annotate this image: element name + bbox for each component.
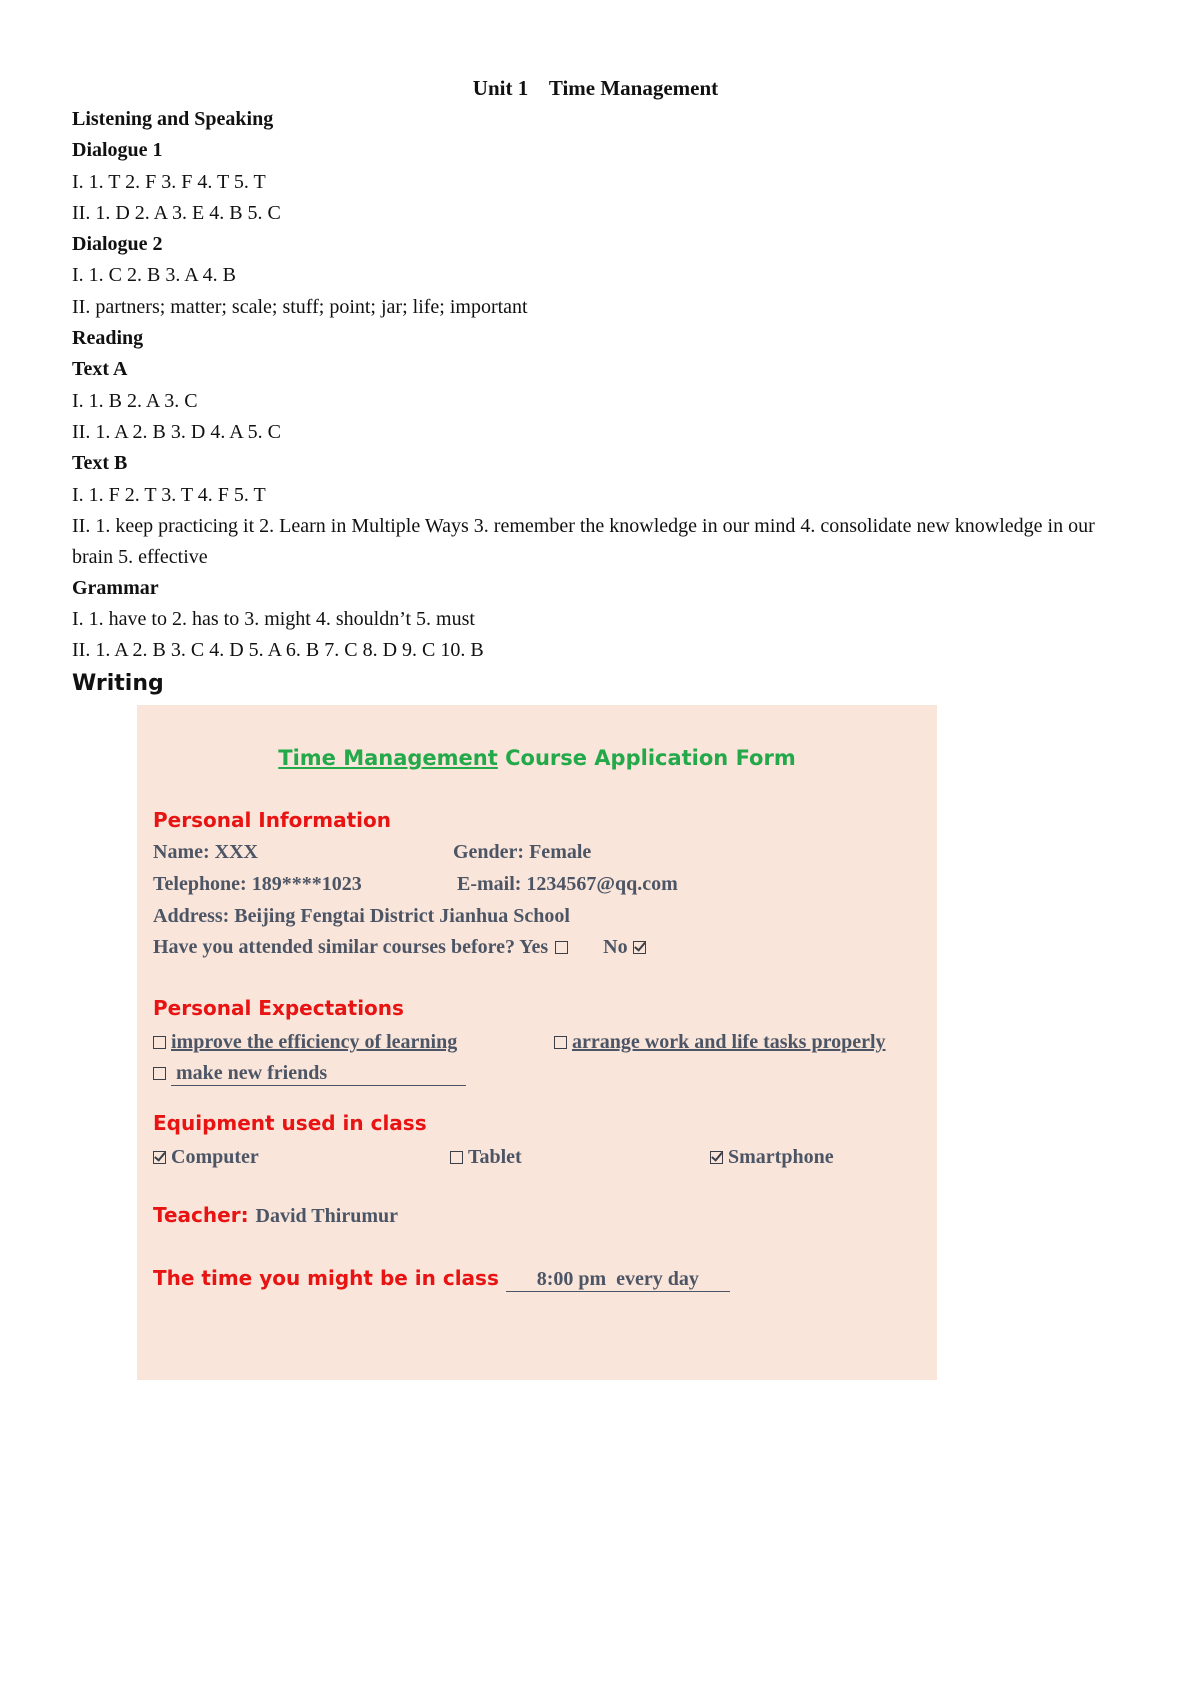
answer-line: I. 1. B 2. A 3. C <box>72 389 198 412</box>
expectation-label: make new friends <box>176 1062 328 1084</box>
subsection-heading: Text B <box>72 452 128 475</box>
tablet-label: Tablet <box>468 1146 522 1168</box>
tablet-checkbox[interactable] <box>450 1151 463 1164</box>
teacher-row <box>153 1203 398 1228</box>
page-title: Unit 1 Time Management <box>472 76 719 100</box>
subsection-heading: Text A <box>72 358 128 381</box>
expectation-label: arrange work and life tasks properly <box>572 1031 886 1053</box>
answer-line: I. 1. have to 2. has to 3. might 4. shouldn’t 5. must <box>72 608 475 631</box>
section-heading-writing: Writing <box>72 670 164 696</box>
smartphone-label: Smartphone <box>728 1146 834 1168</box>
computer-label: Computer <box>171 1146 259 1168</box>
answer-key <box>72 104 1132 701</box>
no-label: No <box>603 936 628 958</box>
answer-line: II. 1. A 2. B 3. D 4. A 5. C <box>72 420 281 443</box>
answer-line: II. 1. keep practicing it 2. Learn in Multiple Ways 3. remember the knowledge in our mind 4. consolidate new knowledge in our brain 5. effective <box>72 514 1095 568</box>
telephone-field: Telephone: 189****1023 <box>153 873 362 895</box>
expectation-checkbox[interactable] <box>554 1036 567 1049</box>
expectation-label: improve the efficiency of learning <box>171 1031 458 1053</box>
expectation-option <box>153 1031 457 1054</box>
gender-field: Gender: Female <box>453 841 592 863</box>
expectation-blank <box>171 1062 466 1086</box>
answer-line: I. 1. F 2. T 3. T 4. F 5. T <box>72 483 266 506</box>
attended-question-text: Have you attended similar courses before? Yes <box>153 936 549 958</box>
answer-line: I. 1. T 2. F 3. F 4. T 5. T <box>72 170 266 193</box>
expectation-checkbox[interactable] <box>153 1036 166 1049</box>
expectations-heading: Personal Expectations <box>153 996 404 1020</box>
teacher-label: Teacher: <box>153 1203 249 1227</box>
smartphone-checkbox[interactable] <box>710 1151 723 1164</box>
expectation-option <box>153 1062 466 1086</box>
personal-info-heading: Personal Information <box>153 808 391 832</box>
class-time-value: 8:00 pm every day <box>506 1268 730 1292</box>
name-field: Name: XXX <box>153 841 258 863</box>
class-time-row <box>153 1266 730 1292</box>
form-title-underlined: Time Management <box>278 746 498 770</box>
equipment-option-tablet <box>450 1146 522 1169</box>
expectation-option <box>554 1031 886 1054</box>
form-title <box>137 746 937 770</box>
answer-line: II. 1. D 2. A 3. E 4. B 5. C <box>72 201 281 224</box>
expectation-checkbox[interactable] <box>153 1067 166 1080</box>
email-field: E-mail: 1234567@qq.com <box>457 873 678 895</box>
computer-checkbox[interactable] <box>153 1151 166 1164</box>
section-heading: Grammar <box>72 576 159 599</box>
yes-checkbox[interactable] <box>555 941 568 954</box>
answer-line: II. 1. A 2. B 3. C 4. D 5. A 6. B 7. C 8. D 9. C 10. B <box>72 639 484 662</box>
teacher-name: David Thirumur <box>255 1205 398 1227</box>
answer-line: I. 1. C 2. B 3. A 4. B <box>72 264 236 287</box>
attended-question <box>153 936 651 959</box>
equipment-option-computer <box>153 1146 259 1169</box>
class-time-label: The time you might be in class <box>153 1266 499 1290</box>
answer-line: II. partners; matter; scale; stuff; point; jar; life; important <box>72 295 528 318</box>
subsection-heading: Dialogue 1 <box>72 139 163 162</box>
address-field: Address: Beijing Fengtai District Jianhua School <box>153 905 570 927</box>
form-title-rest: Course Application Form <box>497 746 796 770</box>
equipment-option-smartphone <box>710 1146 834 1169</box>
no-checkbox[interactable] <box>633 941 646 954</box>
section-heading: Reading <box>72 327 144 350</box>
application-form <box>137 705 937 1380</box>
equipment-heading: Equipment used in class <box>153 1111 427 1135</box>
subsection-heading: Dialogue 2 <box>72 233 163 256</box>
section-heading: Listening and Speaking <box>72 108 274 130</box>
